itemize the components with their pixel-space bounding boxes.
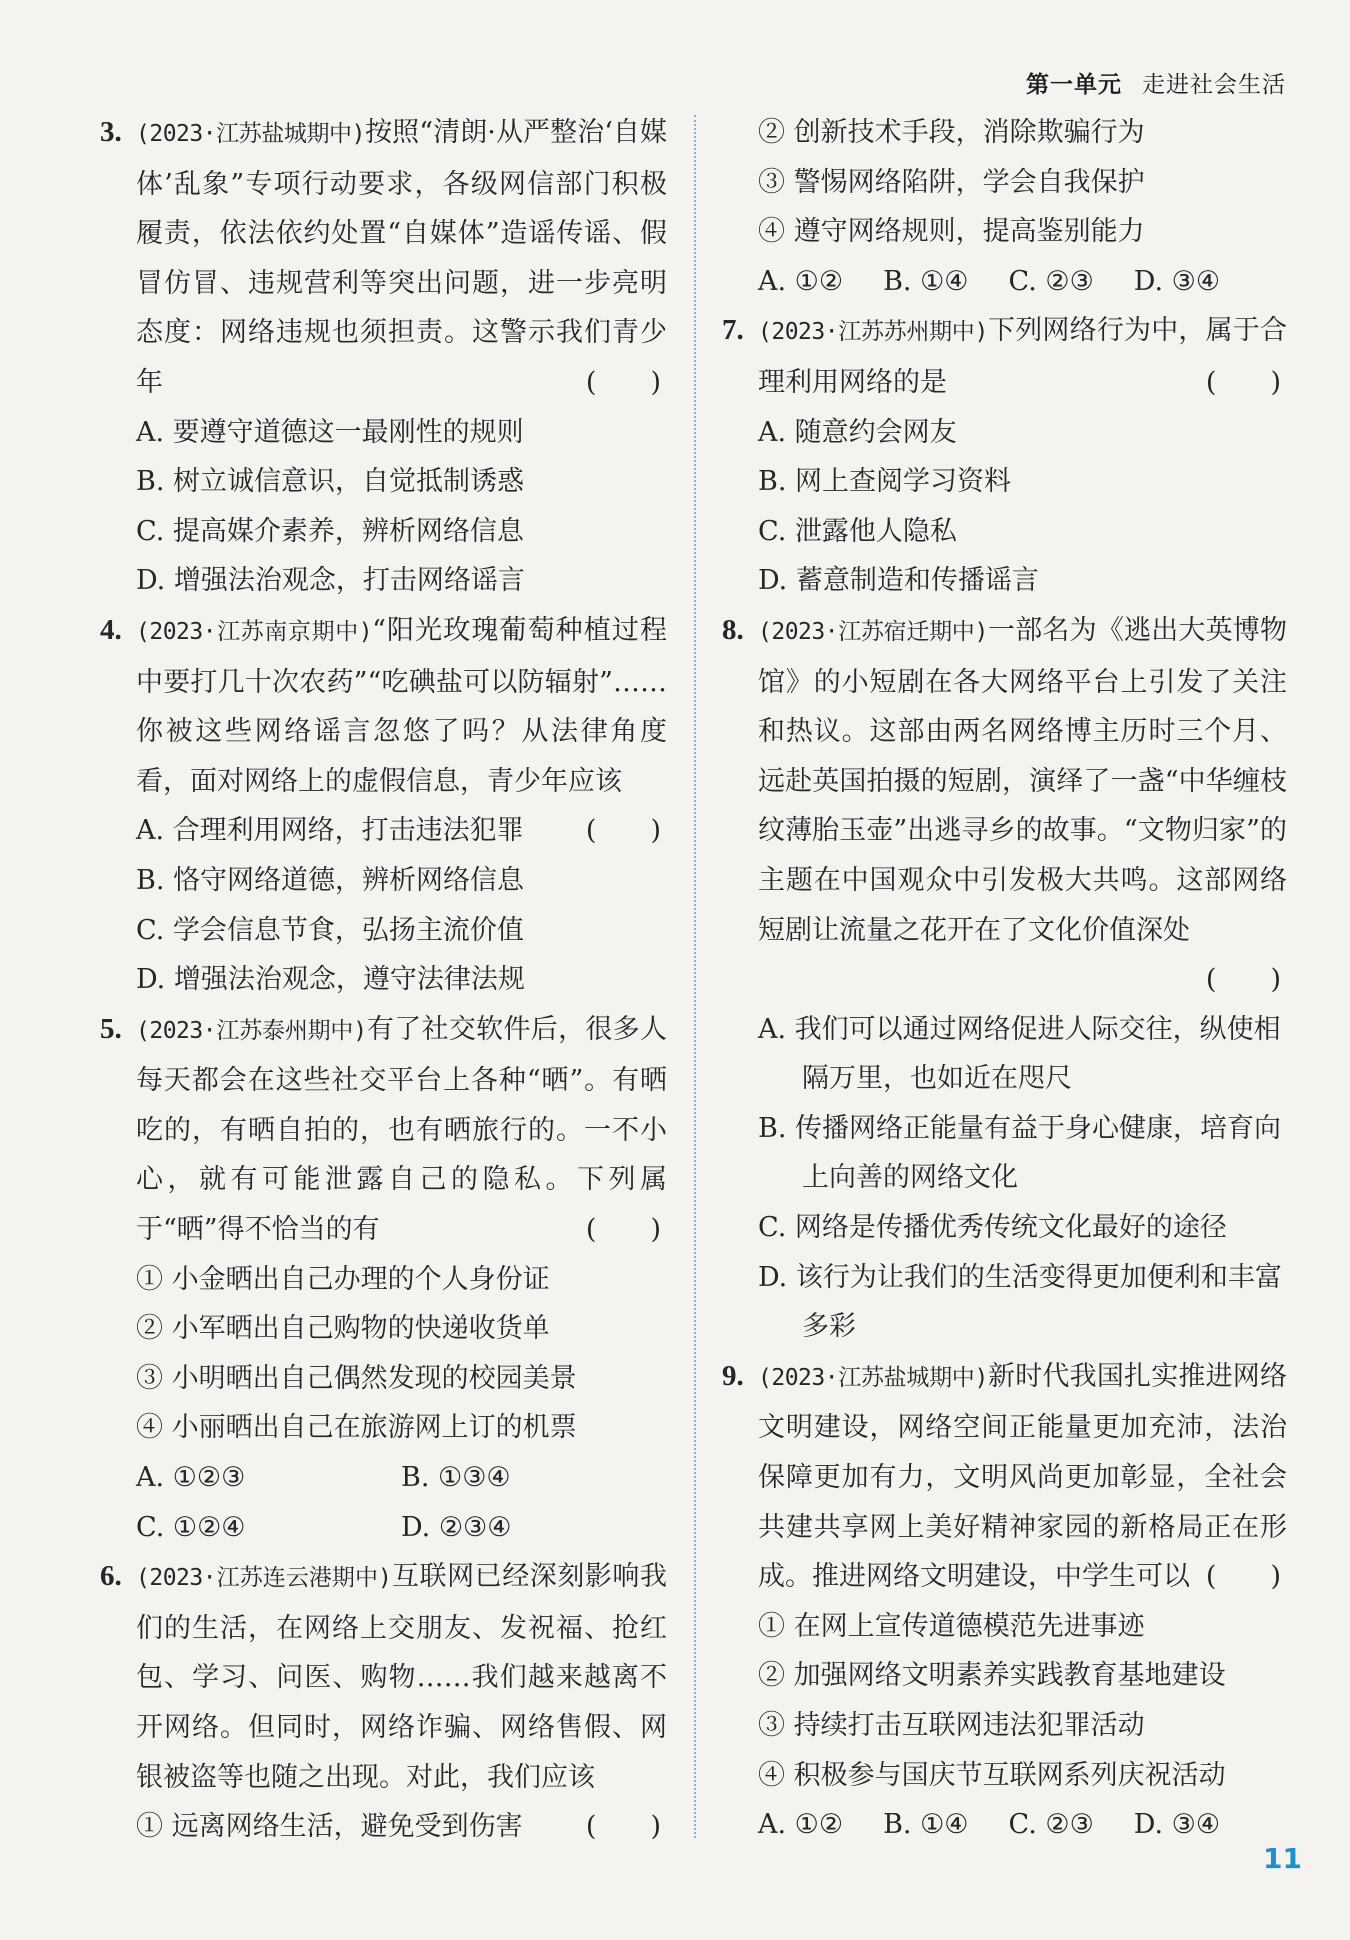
statement-2: ② 创新技术手段，消除欺骗行为 (758, 117, 1145, 148)
option-b[interactable]: B. 传播网络正能量有益于身心健康，培育向上向善的网络文化 (758, 1112, 1282, 1194)
answer-blank-line (722, 955, 1287, 1005)
unit-label: 第一单元 (1026, 72, 1122, 98)
question-number: 3. (100, 116, 122, 148)
option-d[interactable]: D. 该行为让我们的生活变得更加便利和丰富多彩 (758, 1261, 1282, 1343)
option-d[interactable]: D. 增强法治观念，打击网络谣言 (136, 565, 525, 597)
question-number: 8. (722, 613, 744, 646)
option-b[interactable]: B. ①④ (883, 265, 969, 297)
answer-blank[interactable]: ( ) (1205, 964, 1281, 996)
option-b[interactable]: B. 恪守网络道德，辨析网络信息 (136, 864, 525, 896)
question-text: 下列网络行为中，属于合理利用网络的是 (758, 315, 1288, 398)
question-stem (100, 108, 667, 408)
option-row (722, 257, 1287, 307)
option-c[interactable]: C. 网络是传播优秀传统文化最好的途径 (758, 1212, 1227, 1244)
statement-3: ③ 警惕网络陷阱，学会自我保护 (758, 166, 1145, 198)
question-source: (2023·江苏泰州期中) (136, 1017, 367, 1044)
option-a[interactable]: A. 随意约会网友 (758, 416, 957, 448)
option-b[interactable]: B. ①③④ (401, 1462, 511, 1494)
question-number: 4. (100, 613, 122, 646)
statement-1: ① 小金晒出自己办理的个人身份证 (136, 1263, 550, 1295)
option-a[interactable]: A. 合理利用网络，打击违法犯罪 (136, 815, 524, 847)
option-c[interactable]: C. ①②④ (136, 1511, 246, 1543)
answer-blank[interactable]: ( ) (585, 1214, 661, 1246)
question-text: “阳光玫瑰葡萄种植过程中要打几十次农药”“吃碘盐可以防辐射”……你被这些网络谣言忽悠了吗？从法律角度看，面对网络上的虚假信息，青少年应该 (136, 614, 667, 797)
option-a[interactable]: A. 要遵守道德这一最刚性的规则 (136, 416, 524, 448)
question-5 (100, 1005, 667, 1553)
answer-blank[interactable]: ( ) (585, 815, 661, 847)
option-c[interactable]: C. ②③ (1008, 1809, 1094, 1841)
page-header (1026, 66, 1286, 99)
option-c[interactable]: C. 提高媒介素养，辨析网络信息 (136, 515, 524, 547)
unit-title: 走进社会生活 (1142, 72, 1286, 98)
question-source: (2023·江苏盐城期中) (758, 1364, 988, 1391)
statement-4: ④ 积极参与国庆节互联网系列庆祝活动 (758, 1759, 1226, 1791)
statement-3: ③ 持续打击互联网违法犯罪活动 (758, 1710, 1145, 1741)
question-text: 互联网已经深刻影响我们的生活，在网络上交朋友、发祝福、抢红包、学习、问医、购物……我们越来越离不开网络。但同时，网络诈骗、网络售假、网银被盗等也随之出现。对此，我们应该 (136, 1561, 667, 1793)
answer-blank[interactable]: ( ) (1205, 366, 1281, 398)
option-d[interactable]: D. 增强法治观念，遵守法律法规 (136, 964, 525, 996)
statement-1: ① 在网上宣传道德模范先进事迹 (758, 1610, 1145, 1642)
question-number: 9. (722, 1359, 744, 1392)
option-d[interactable]: D. ③④ (1133, 265, 1221, 297)
question-source: (2023·江苏连云港期中) (136, 1565, 392, 1592)
statement-2: ② 加强网络文明素养实践教育基地建设 (758, 1660, 1226, 1692)
question-text: 按照“清朗·从严整治‘自媒体’乱象”专项行动要求，各级网信部门积极履责，依法依约处置“自媒体”造谣传谣、假冒仿冒、违规营利等突出问题，进一步亮明态度：网络违规也须担责。这警示我们青少年 (136, 117, 668, 398)
question-source: (2023·江苏苏州期中) (758, 319, 988, 346)
question-stem (722, 606, 1287, 955)
statement-4: ④ 遵守网络规则，提高鉴别能力 (758, 216, 1145, 248)
option-a[interactable]: A. 我们可以通过网络促进人际交往，纵使相隔万里，也如近在咫尺 (758, 1013, 1281, 1095)
question-number: 6. (100, 1560, 122, 1593)
option-c[interactable]: C. ②③ (1008, 265, 1094, 297)
option-row (100, 1453, 667, 1503)
question-stem (100, 1005, 667, 1255)
option-b[interactable]: B. 网上查阅学习资料 (758, 466, 1012, 498)
statement-1: ① 远离网络生活，避免受到伤害 (136, 1811, 523, 1843)
column-divider (694, 115, 696, 1838)
question-7 (722, 306, 1287, 606)
page-number: 11 (1263, 1842, 1302, 1875)
question-text: 新时代我国扎实推进网络文明建设，网络空间正能量更加充沛，法治保障更加有力，文明风尚更加彰显，全社会共建共享网上美好精神家园的新格局正在形成。推进网络文明建设，中学生可以 (758, 1360, 1288, 1593)
statement-3: ③ 小明晒出自己偶然发现的校园美景 (136, 1362, 577, 1394)
option-a[interactable]: A. ①②③ (136, 1462, 246, 1494)
option-row (100, 1503, 667, 1553)
question-6-continued (722, 108, 1287, 306)
answer-blank[interactable]: ( ) (1205, 1561, 1281, 1593)
option-row (722, 1800, 1287, 1850)
question-number: 5. (100, 1012, 122, 1045)
question-source: (2023·江苏宿迁期中) (758, 618, 988, 645)
question-text: 有了社交软件后，很多人每天都会在这些社交平台上各种“晒”。有晒吃的，有晒自拍的，也有晒旅行的。一不小心，就有可能泄露自己的隐私。下列属于“晒”得不恰当的有 (136, 1013, 667, 1246)
question-source: (2023·江苏南京期中) (136, 618, 373, 645)
option-b[interactable]: B. ①④ (883, 1809, 969, 1841)
left-column (100, 108, 667, 1852)
statement-2: ② 小军晒出自己购物的快递收货单 (136, 1313, 550, 1345)
question-number: 7. (722, 314, 744, 347)
statement-4: ④ 小丽晒出自己在旅游网上订的机票 (136, 1412, 577, 1444)
answer-blank[interactable]: ( ) (585, 366, 661, 398)
question-6 (100, 1552, 667, 1852)
question-stem (722, 1352, 1287, 1602)
question-stem (722, 306, 1287, 407)
right-column (722, 108, 1287, 1850)
question-source: (2023·江苏盐城期中) (136, 121, 365, 147)
option-c[interactable]: C. 泄露他人隐私 (758, 515, 957, 547)
question-9 (722, 1352, 1287, 1850)
question-4 (100, 606, 667, 1005)
option-a[interactable]: A. ①② (758, 1809, 844, 1841)
option-d[interactable]: D. ③④ (1133, 1809, 1221, 1841)
question-3 (100, 108, 667, 606)
option-a[interactable]: A. ①② (758, 265, 844, 297)
option-b[interactable]: B. 树立诚信意识，自觉抵制诱惑 (136, 466, 525, 498)
question-8 (722, 606, 1287, 1352)
option-c[interactable]: C. 学会信息节食，弘扬主流价值 (136, 914, 524, 946)
answer-blank[interactable]: ( ) (585, 1811, 661, 1843)
option-d[interactable]: D. ②③④ (401, 1511, 512, 1543)
question-text: 一部名为《逃出大英博物馆》的小短剧在各大网络平台上引发了关注和热议。这部由两名网络博主历时三个月、远赴英国拍摄的短剧，演绎了一盏“中华缠枝纹薄胎玉壶”出逃寻乡的故事。“文物归家”的主题在中国观众中引发极大共鸣。这部网络短剧让流量之花开在了文化价值深处 (758, 614, 1288, 946)
option-d[interactable]: D. 蓄意制造和传播谣言 (758, 565, 1039, 597)
